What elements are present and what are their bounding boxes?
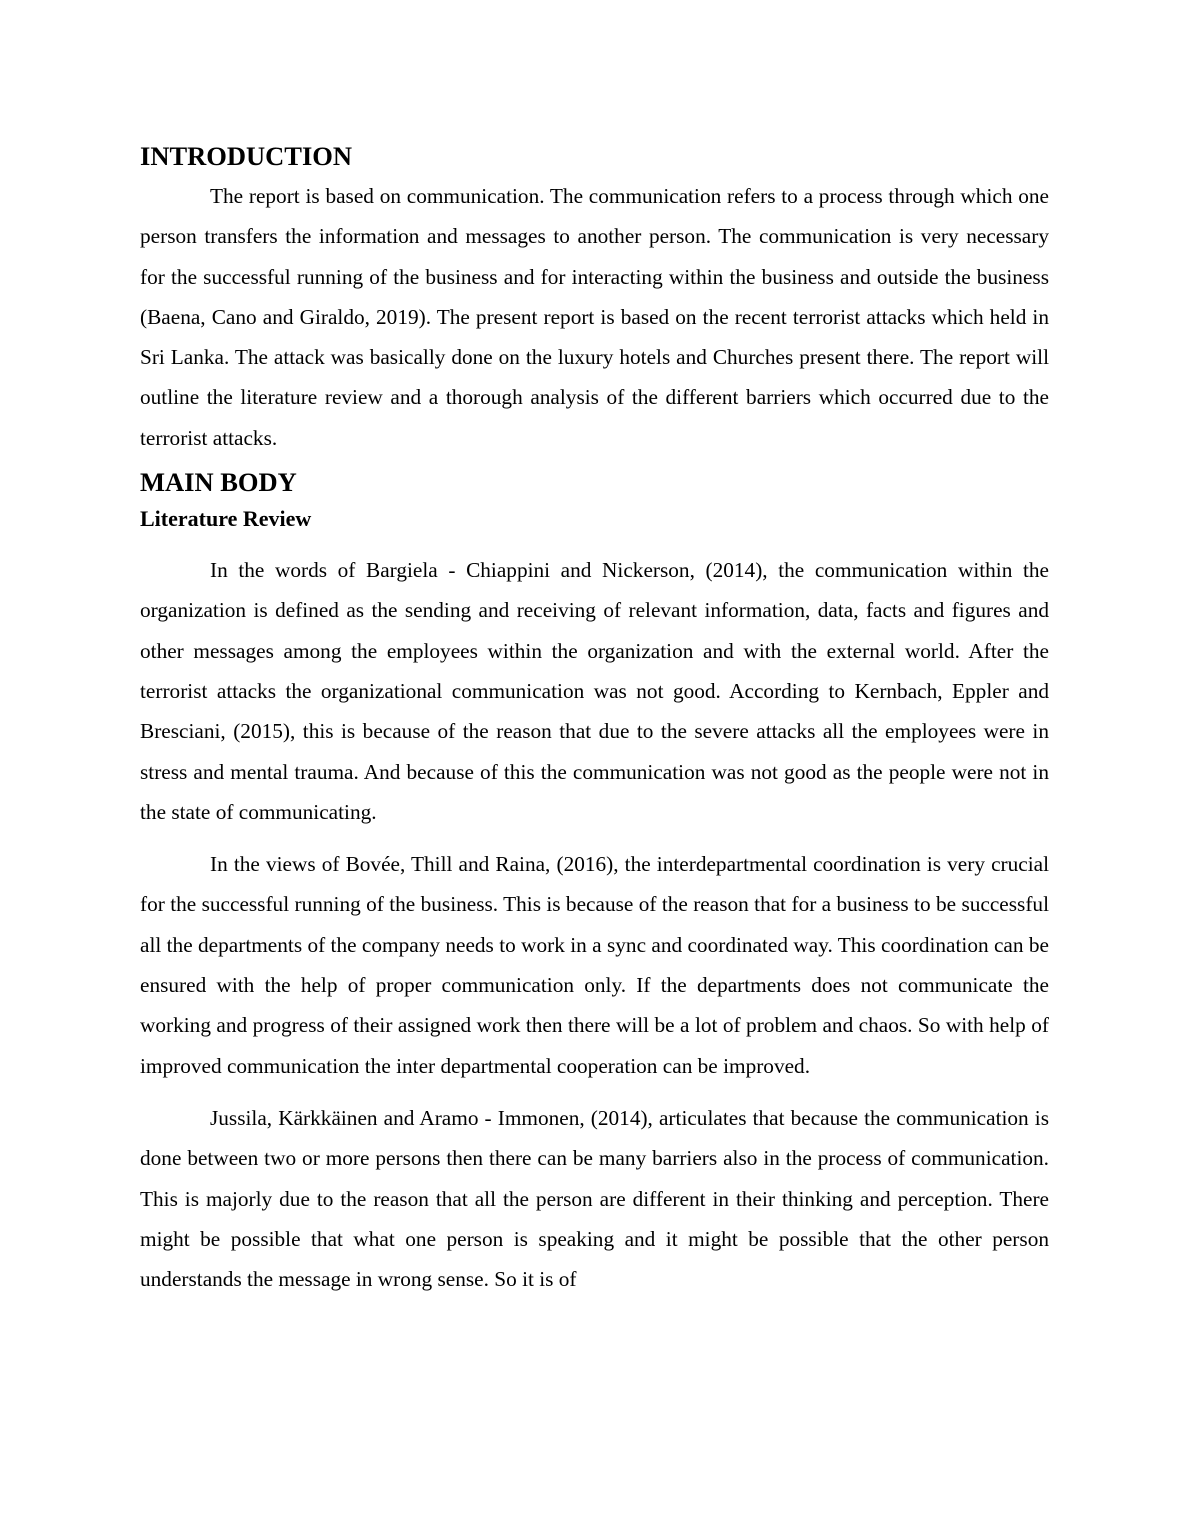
literature-review-heading: Literature Review [140,506,312,532]
literature-paragraph-3: Jussila, Kärkkäinen and Aramo - Immonen, (2014), articulates that because the communication is done between two or more persons then there can be many barriers also in the process of communication. This is majorly due to the reason that all the person are different in their thinking and perception. There might be possible that what one person is speaking and it might be possible that the other person understands the message in wrong sense. So it is of [140,1105,1049,1292]
document-page [140,138,1049,1299]
introduction-paragraph: The report is based on communication. The communication refers to a process through which one person transfers the information and messages to another person. The communication is very necessary for the successful running of the business and for interacting within the business and outside the business (Baena, Cano and Giraldo, 2019). The present report is based on the recent terrorist attacks which held in Sri Lanka. The attack was basically done on the luxury hotels and Churches present there. The report will outline the literature review and a thorough analysis of the different barriers which occurred due to the terrorist attacks. [140,184,1049,450]
main-body-heading: MAIN BODY [140,467,297,498]
introduction-heading: INTRODUCTION [140,141,353,171]
literature-paragraph-2: In the views of Bovée, Thill and Raina, (2016), the interdepartmental coordination is very crucial for the successful running of the business. This is because of the reason that for a business to be successful all the departments of the company needs to work in a sync and coordinated way. This coordination can be ensured with the help of proper communication only. If the departments does not communicate the working and progress of their assigned work then there will be a lot of problem and chaos. So with help of improved communication the inter departmental cooperation can be improved. [140,852,1049,1078]
literature-paragraph-1: In the words of Bargiela - Chiappini and Nickerson, (2014), the communication within the organization is defined as the sending and receiving of relevant information, data, facts and figures and other messages among the employees within the organization and with the external world. After the terrorist attacks the organizational communication was not good. According to Kernbach, Eppler and Bresciani, (2015), this is because of the reason that due to the severe attacks all the employees were in stress and mental trauma. And because of this the communication was not good as the people were not in the state of communicating. [140,558,1049,824]
